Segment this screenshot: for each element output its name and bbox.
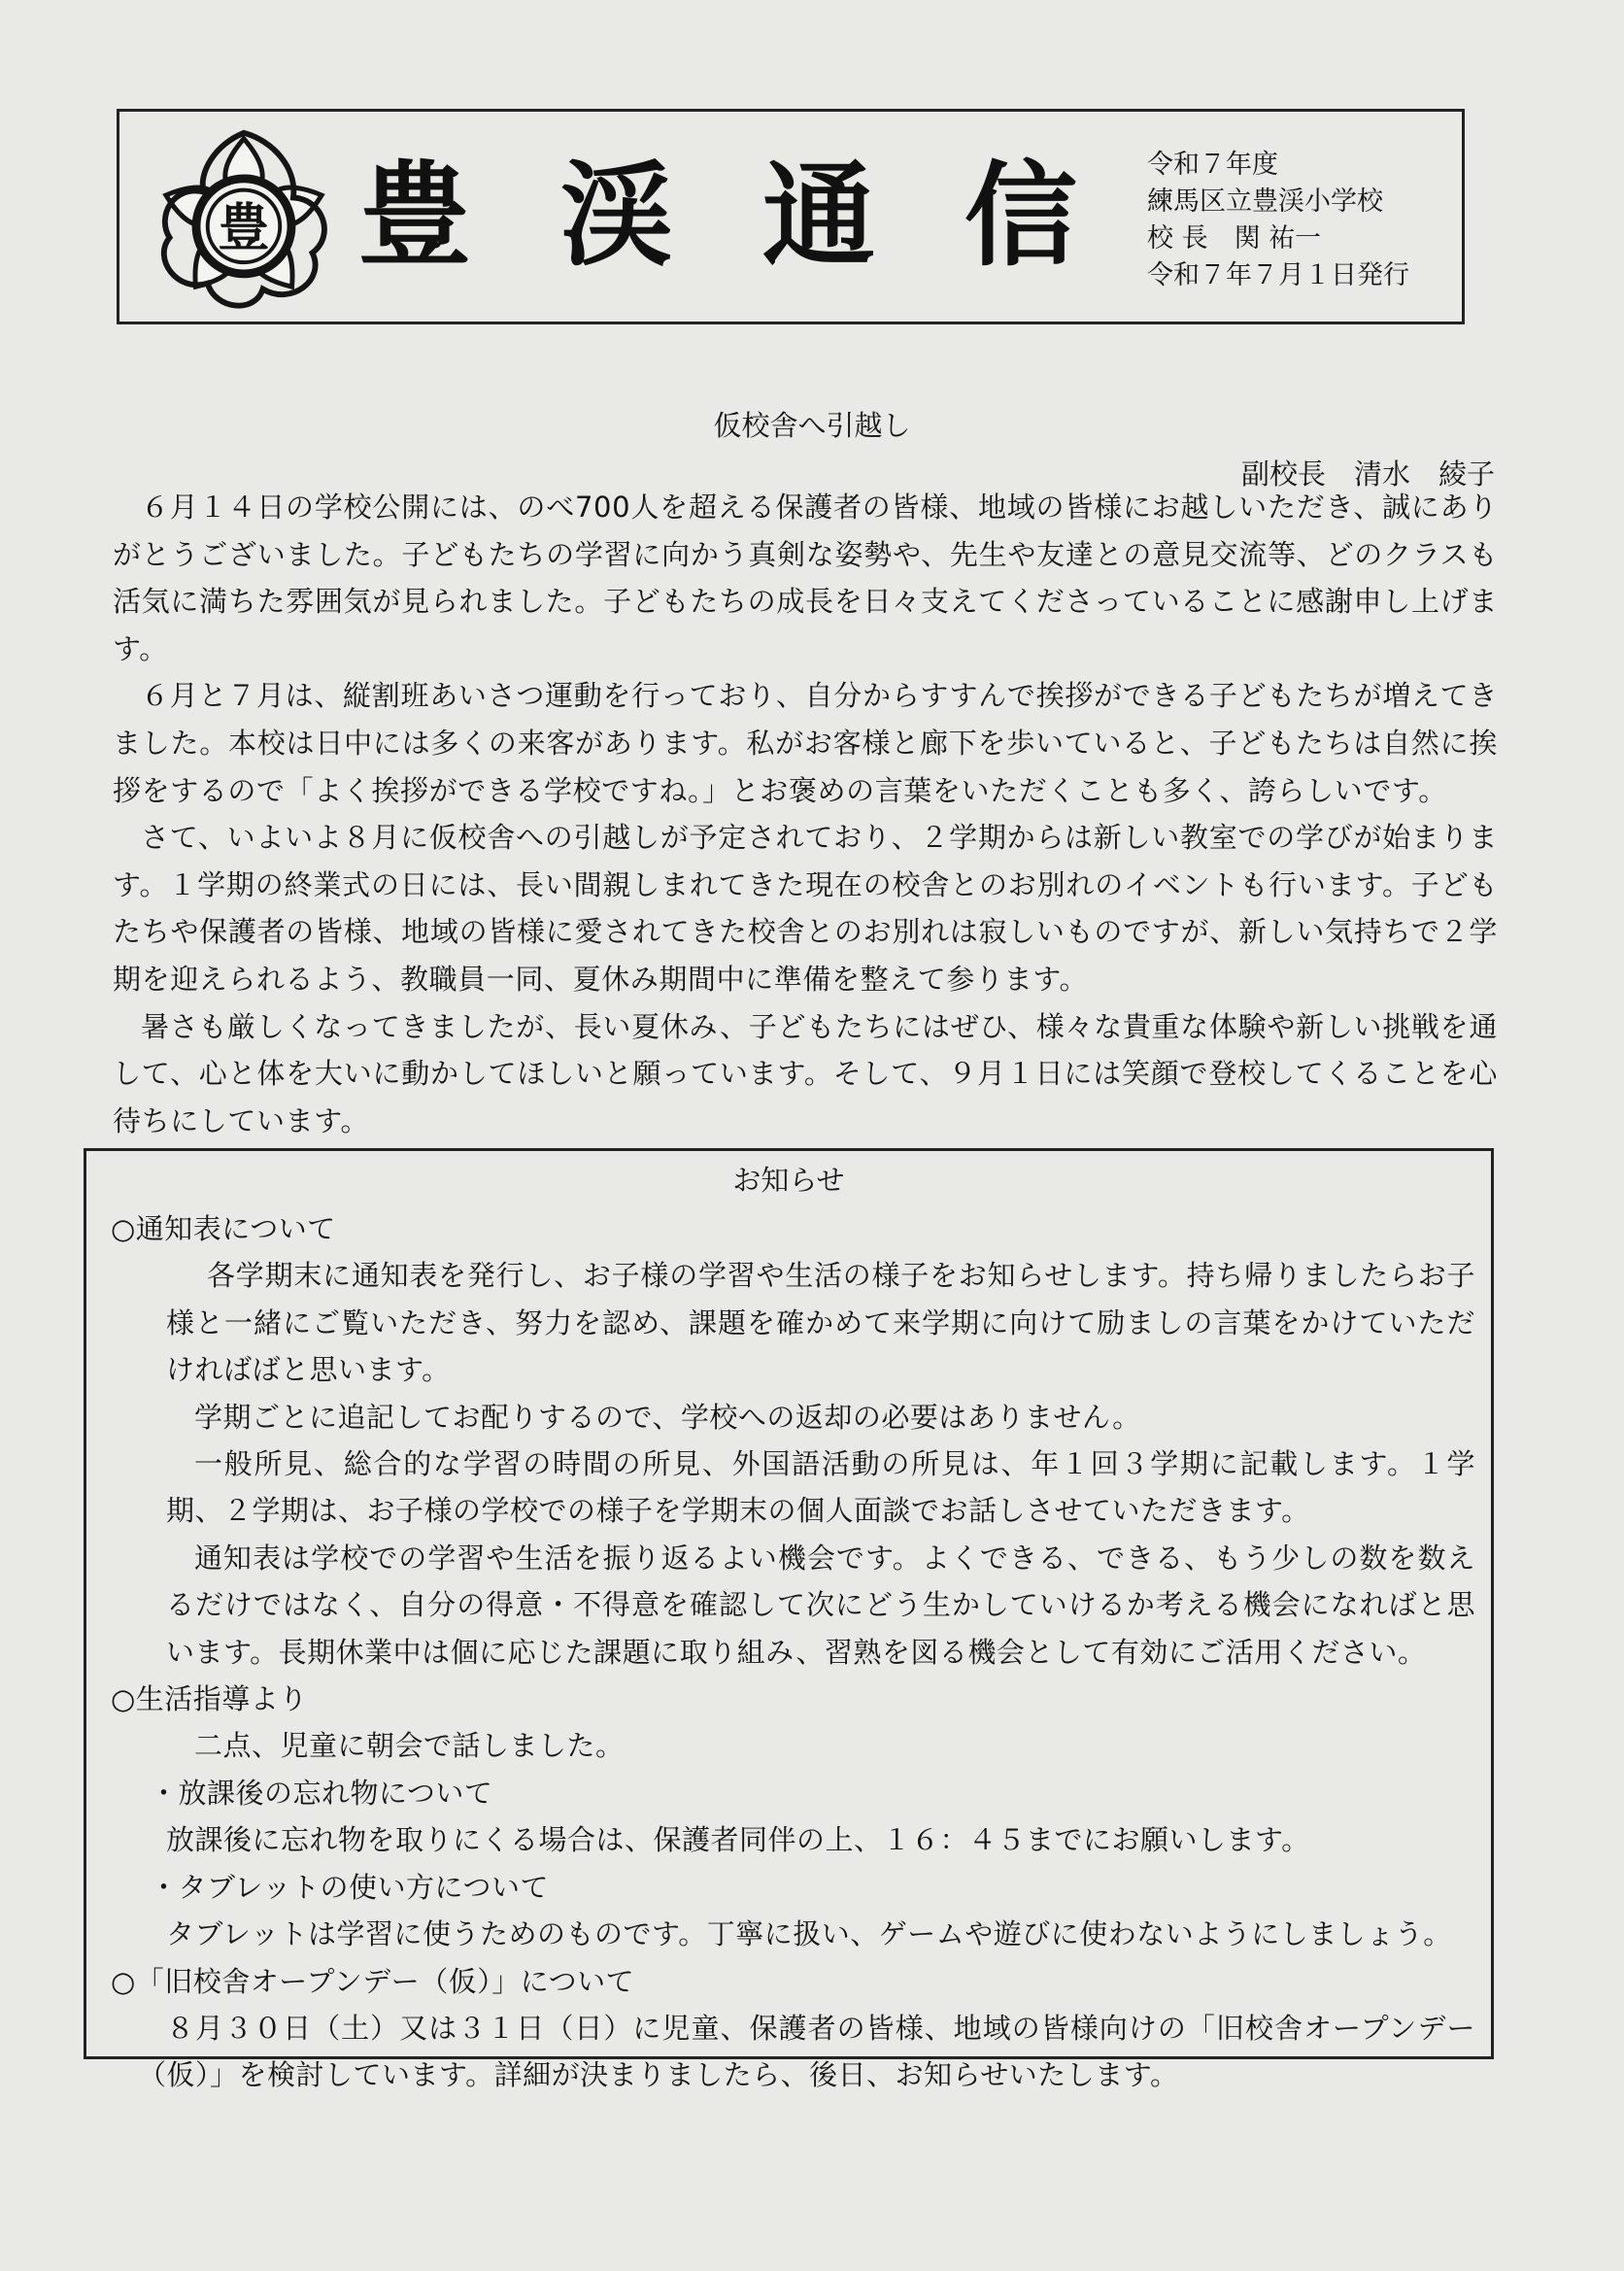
issuer-block <box>1147 147 1458 294</box>
guidance-item-title: ・放課後の忘れ物について <box>150 1776 493 1810</box>
article-title: 仮校舎へ引越し <box>713 409 911 442</box>
school-name: 練馬区立豊渓小学校 <box>1147 186 1383 217</box>
article-paragraph: ６月と７月は、縦割班あいさつ運動を行っており、自分からすすんで挨拶ができる子どもたちが増えてきました。本校は日中には多くの来客があります。私がお客様と廊下を歩いていると、子どもたちは自然に挨拶をするので「よく挨拶ができる学校ですね。」とお褒めの言葉をいただくことも多く、誇らしいです。 <box>113 679 1498 807</box>
newsletter-title: 豊渓通信 <box>358 150 1167 282</box>
report-card-paragraph: 一般所見、総合的な学習の時間の所見、外国語活動の所見は、年１回３学期に記載します。１学期、２学期は、お子様の学校での様子を学期末の個人面談でお話しさせていただきます。 <box>166 1447 1475 1528</box>
section-heading-open-day: ○「旧校舎オープンデー（仮）」について <box>111 1964 635 1998</box>
fiscal-year: 令和７年度 <box>1147 150 1278 180</box>
section-heading-life-guidance: ○生活指導より <box>111 1682 308 1716</box>
report-card-paragraph: 各学期末に通知表を発行し、お子様の学習や生活の様子をお知らせします。持ち帰りましたらお子様と一緒にご覧いただき、努力を認め、課題を確かめて来学期に向けて励ましの言葉をかけていただければばと思います。 <box>166 1259 1475 1387</box>
article-paragraph: ６月１４日の学校公開には、のべ700人を超える保護者の皆様、地域の皆様にお越しいただき、誠にありがとうございました。子どもたちの学習に向かう真剣な姿勢や、先生や友達との意見交流等、どのクラスも活気に満ちた雰囲気が見られました。子どもたちの成長を日々支えてくださっていることに感謝申し上げます。 <box>113 491 1498 665</box>
notices-content <box>111 1205 1475 2099</box>
notices-box <box>84 1148 1494 2092</box>
school-emblem-icon <box>149 125 339 316</box>
report-card-paragraph: 学期ごとに追記してお配りするので、学校への返却の必要はありません。 <box>194 1400 1141 1434</box>
article-body <box>113 484 1498 1144</box>
section-heading-report-card: ○通知表について <box>111 1212 336 1245</box>
emblem-character: 豊 <box>218 197 270 258</box>
notices-title: お知らせ <box>732 1164 845 1197</box>
masthead-box <box>117 109 1465 324</box>
guidance-item-text: タブレットは学習に使うためのものです。丁寧に扱い、ゲームや遊びに使わないようにしましょう。 <box>166 1917 1452 1951</box>
report-card-paragraph: 通知表は学校での学習や生活を振り返るよい機会です。よくできる、できる、もう少しの数を数えるだけではなく、自分の得意・不得意を確認して次にどう生かしていけるか考える機会になればと思います。長期休業中は個に応じた課題に取り組み、習熟を図る機会として有効にご活用ください。 <box>166 1541 1475 1669</box>
principal-name: 校 長 関 祐一 <box>1147 223 1322 254</box>
article-paragraph: さて、いよいよ８月に仮校舎への引越しが予定されており、２学期からは新しい教室での学びが始まります。１学期の終業式の日には、長い間親しまれてきた現在の校舎とのお別れのイベントも行います。子どもたちや保護者の皆様、地域の皆様に愛されてきた校舎とのお別れは寂しいものですが、新しい気持ちで２学期を迎えられるよう、教職員一同、夏休み期間中に準備を整えて参ります。 <box>113 821 1498 996</box>
article-paragraph: 暑さも厳しくなってきましたが、長い夏休み、子どもたちにはぜひ、様々な貴重な体験や新しい挑戦を通して、心と体を大いに動かしてほしいと願っています。そして、９月１日には笑顔で登校してくることを心待ちにしています。 <box>113 1009 1498 1137</box>
life-guidance-intro: 二点、児童に朝会で話しました。 <box>194 1729 625 1763</box>
article-author: 副校長 清水 綾子 <box>1240 458 1495 491</box>
guidance-item-title: ・タブレットの使い方について <box>150 1870 549 1904</box>
guidance-item-text: 放課後に忘れ物を取りにくる場合は、保護者同伴の上、１６：４５までにお願いします。 <box>166 1823 1310 1857</box>
open-day-paragraph: ８月３０日（土）又は３１日（日）に児童、保護者の皆様、地域の皆様向けの「旧校舎オープンデー（仮）」を検討しています。詳細が決まりましたら、後日、お知らせいたします。 <box>138 2011 1475 2092</box>
issue-date: 令和７年７月１日発行 <box>1147 260 1409 290</box>
